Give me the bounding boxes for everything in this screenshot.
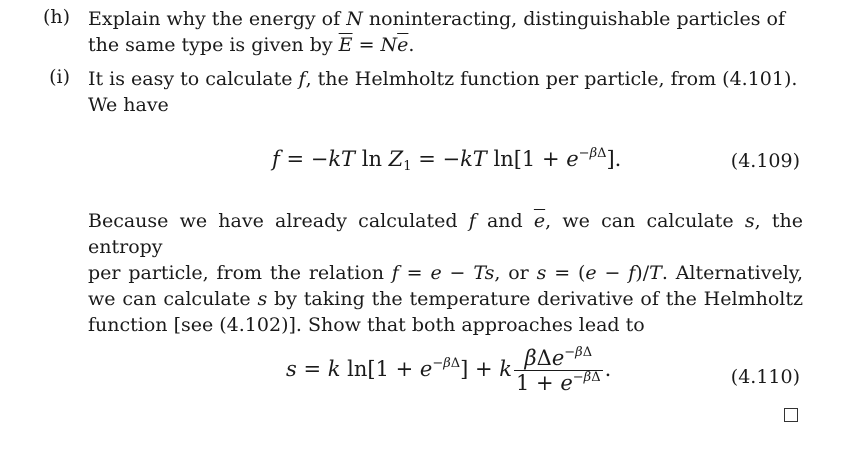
item-line-1: It is easy to calculate f, the Helmholtz function per particle, from (4.101). <box>88 68 798 90</box>
item-text <box>88 6 803 58</box>
paragraph-line-1: Because we have already calculated f and $\overline{e}$, we can calculate s, the entropy <box>88 210 803 258</box>
equation-number: (4.110) <box>730 366 800 388</box>
item-text <box>88 66 803 118</box>
equation-4-109: f = −kT $\ln Z_1 = -kT$ $\ln[1 + e^{-\beta\Delta}]$. <box>272 146 622 174</box>
item-line-2: the same type is given by $\overline{E} = N\overline{e}$. <box>88 34 415 56</box>
item-line-1: Explain why the energy of N noninteracting, distinguishable particles of <box>88 8 785 30</box>
fraction: $\frac{\beta\Delta e^{-\beta\Delta}}{1 + e^{-\beta\Delta}}$ <box>516 345 601 395</box>
body-paragraph <box>88 208 803 338</box>
equation-number: (4.109) <box>730 150 800 172</box>
paragraph-line-3: we can calculate s by taking the temperature derivative of the Helmholtz <box>88 288 803 310</box>
end-of-problem-box-icon <box>784 408 798 422</box>
paragraph-line-2: per particle, from the relation f = e − Ts, or s = (e − f)/T. Alternatively, <box>88 262 804 284</box>
equation-4-110: s = k $\ln[1 + e^{-\beta\Delta}] + k$ $\frac{\beta\Delta e^{-\beta\Delta}}{1 + e^{-\beta\Delta}}$ . <box>286 345 612 395</box>
paragraph-line-4: function [see (4.102)]. Show that both approaches lead to <box>88 314 645 336</box>
item-label: (h) <box>42 6 70 28</box>
item-label: (i) <box>49 66 70 88</box>
item-line-2: We have <box>88 94 169 116</box>
